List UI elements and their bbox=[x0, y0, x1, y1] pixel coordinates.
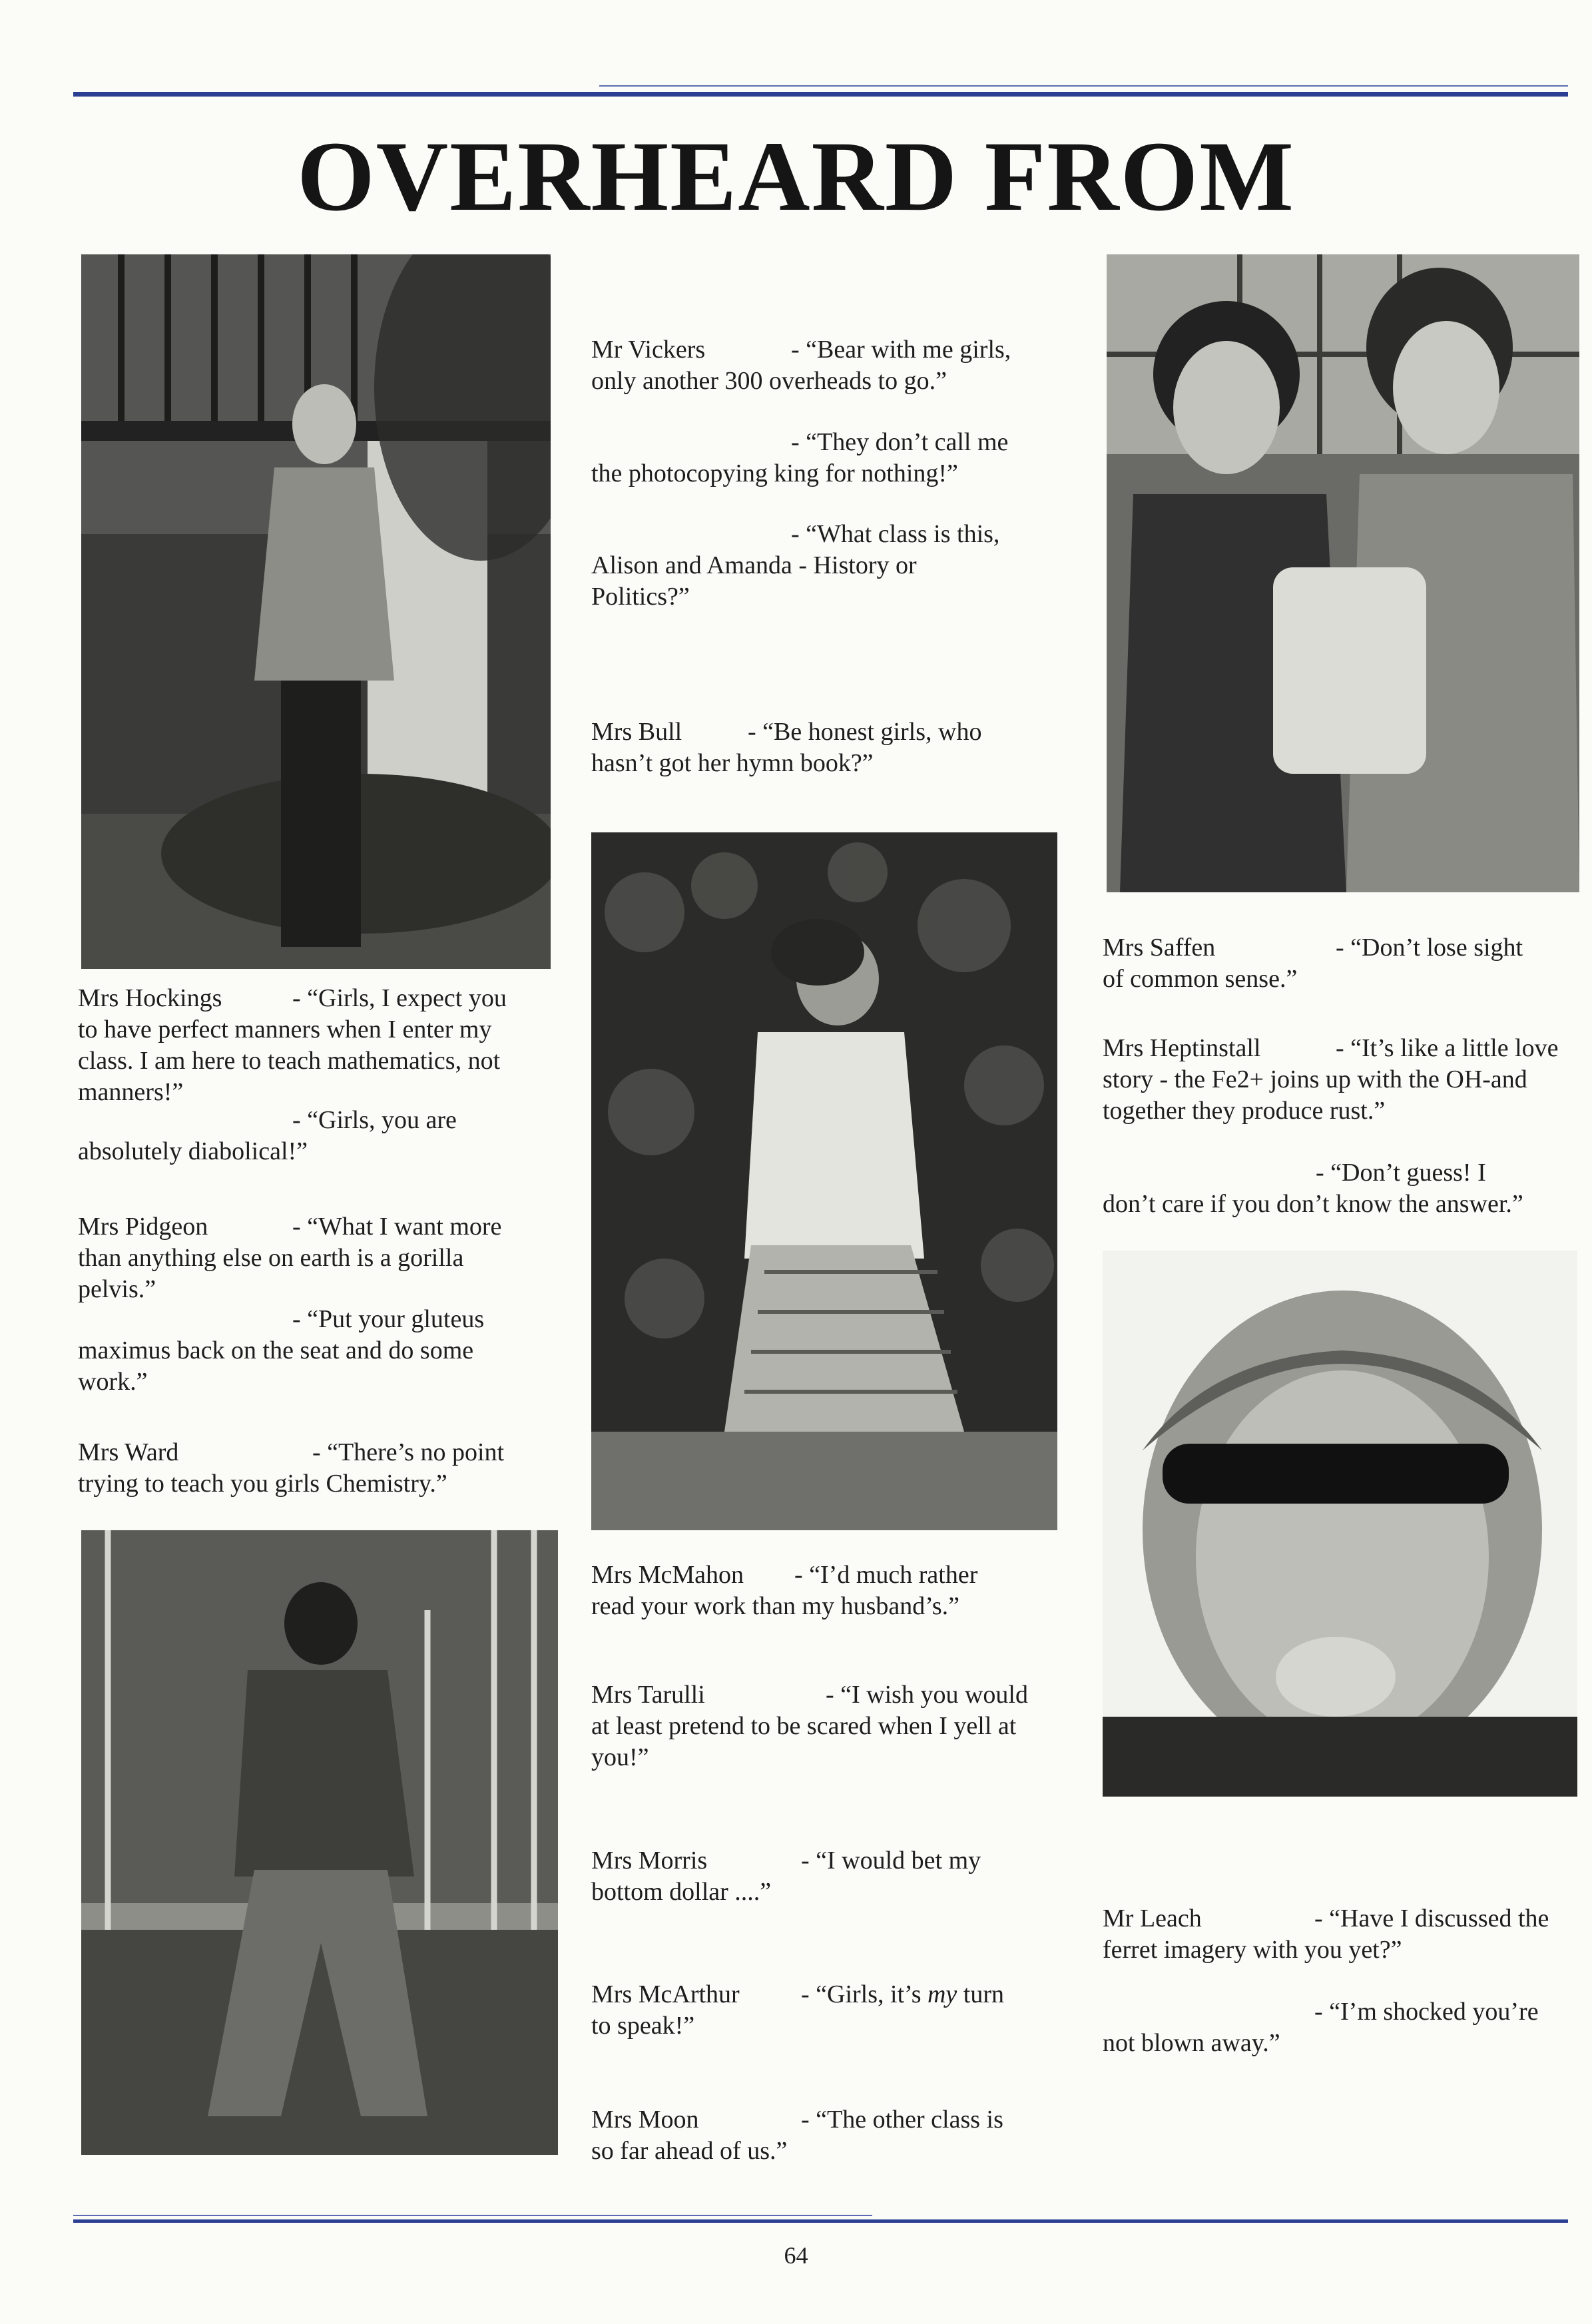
quote-text: to speak!” bbox=[591, 2012, 695, 2040]
quote-pidgeon-2 bbox=[78, 1304, 557, 1398]
quote-text: of common sense.” bbox=[1103, 965, 1298, 993]
quote-text: absolutely diabolical!” bbox=[78, 1137, 308, 1165]
photo-man-in-jacket bbox=[81, 254, 551, 969]
quote-text: - “Don’t lose sight bbox=[1336, 934, 1523, 962]
quote-text: turn bbox=[957, 1980, 1005, 2008]
bottom-rule bbox=[73, 2219, 1568, 2223]
quote-text: Alison and Amanda - History or bbox=[591, 551, 917, 579]
quote-text: - “I’d much rather bbox=[794, 1561, 978, 1589]
speaker-name: Mrs Ward bbox=[78, 1438, 179, 1466]
quote-text: the photocopying king for nothing!” bbox=[591, 459, 958, 487]
photo-person-running bbox=[81, 1530, 558, 2155]
speaker-name: Mrs Saffen bbox=[1103, 934, 1216, 962]
speaker-name: Mrs McArthur bbox=[591, 1980, 740, 2008]
quote-morris bbox=[591, 1845, 1057, 1908]
top-rule-thin bbox=[599, 85, 1568, 87]
quote-text: - “Bear with me girls, bbox=[791, 336, 1011, 364]
quote-text: - “Girls, I expect you bbox=[292, 984, 507, 1012]
speaker-name: Mr Vickers bbox=[591, 336, 706, 364]
quote-text: trying to teach you girls Chemistry.” bbox=[78, 1470, 447, 1498]
top-rule bbox=[73, 92, 1568, 97]
photo-person-sunglasses bbox=[1103, 1251, 1577, 1797]
quote-hockings-2 bbox=[78, 1105, 557, 1167]
quote-pidgeon-1 bbox=[78, 1211, 557, 1305]
speaker-name: Mrs Moon bbox=[591, 2106, 699, 2134]
speaker-name: Mrs Tarulli bbox=[591, 1681, 705, 1709]
page-number: 64 bbox=[784, 2242, 808, 2269]
photo-woman-walking bbox=[591, 832, 1057, 1530]
quote-vickers-3 bbox=[591, 519, 1057, 613]
quote-text: pelvis.” bbox=[78, 1275, 156, 1303]
quote-text: - “Put your gluteus bbox=[292, 1305, 485, 1333]
quote-leach-1 bbox=[1103, 1903, 1582, 1966]
quote-mcarthur bbox=[591, 1979, 1057, 2042]
quote-text: - “The other class is bbox=[801, 2106, 1003, 2134]
quote-text: hasn’t got her hymn book?” bbox=[591, 749, 874, 777]
speaker-name: Mrs Pidgeon bbox=[78, 1213, 208, 1241]
quote-text: - “There’s no point bbox=[312, 1438, 505, 1466]
quote-text: maximus back on the seat and do some bbox=[78, 1336, 474, 1364]
speaker-name: Mrs Bull bbox=[591, 718, 682, 746]
quote-tarulli bbox=[591, 1679, 1071, 1773]
quote-vickers-1 bbox=[591, 334, 1057, 397]
quote-text: read your work than my husband’s.” bbox=[591, 1592, 959, 1620]
quote-text: - “Be honest girls, who bbox=[748, 718, 982, 746]
quote-text: bottom dollar ....” bbox=[591, 1878, 772, 1906]
quote-text: - “It’s like a little love bbox=[1336, 1034, 1559, 1062]
quote-text: - “I’m shocked you’re bbox=[1314, 1998, 1539, 2026]
quote-emphasis: my bbox=[927, 1980, 957, 2008]
quote-heptinstall-1 bbox=[1103, 1033, 1582, 1127]
speaker-name: Mr Leach bbox=[1103, 1904, 1202, 1932]
speaker-name: Mrs Morris bbox=[591, 1847, 708, 1875]
quote-text: story - the Fe2+ joins up with the OH-and bbox=[1103, 1065, 1527, 1093]
quote-saffen bbox=[1103, 932, 1582, 995]
quote-moon bbox=[591, 2104, 1057, 2167]
quote-text: together they produce rust.” bbox=[1103, 1097, 1386, 1125]
quote-text: - “Girls, you are bbox=[292, 1106, 457, 1134]
quote-text: than anything else on earth is a gorilla bbox=[78, 1244, 464, 1272]
quote-text: work.” bbox=[78, 1368, 148, 1396]
quote-text: at least pretend to be scared when I yell at bbox=[591, 1712, 1017, 1740]
quote-bull bbox=[591, 717, 1057, 779]
quote-text: - “Girls, it’s bbox=[801, 1980, 928, 2008]
quote-mcmahon bbox=[591, 1560, 1057, 1622]
quote-text: not blown away.” bbox=[1103, 2029, 1280, 2057]
speaker-name: Mrs Hockings bbox=[78, 984, 222, 1012]
quote-text: don’t care if you don’t know the answer.” bbox=[1103, 1190, 1523, 1218]
quote-hockings-1 bbox=[78, 983, 557, 1108]
quote-text: ferret imagery with you yet?” bbox=[1103, 1936, 1402, 1964]
quote-text: manners!” bbox=[78, 1078, 184, 1106]
quote-heptinstall-2 bbox=[1103, 1157, 1582, 1220]
quote-text: - “I wish you would bbox=[826, 1681, 1028, 1709]
quote-text: only another 300 overheads to go.” bbox=[591, 367, 947, 395]
bottom-rule-thin bbox=[73, 2215, 872, 2216]
quote-text: - “Have I discussed the bbox=[1314, 1904, 1549, 1932]
quote-text: - “What class is this, bbox=[791, 520, 1000, 548]
quote-text: - “Don’t guess! I bbox=[1316, 1159, 1486, 1187]
quote-text: - “They don’t call me bbox=[791, 428, 1009, 456]
quote-text: class. I am here to teach mathematics, not bbox=[78, 1047, 501, 1075]
page-title: OVERHEARD FROM bbox=[297, 121, 1295, 232]
quote-text: Politics?” bbox=[591, 583, 690, 611]
speaker-name: Mrs McMahon bbox=[591, 1561, 744, 1589]
quote-leach-2 bbox=[1103, 1996, 1582, 2059]
speaker-name: Mrs Heptinstall bbox=[1103, 1034, 1261, 1062]
quote-ward bbox=[78, 1437, 557, 1500]
quote-text: - “What I want more bbox=[292, 1213, 502, 1241]
photo-two-women-seated bbox=[1107, 254, 1579, 892]
quote-text: you!” bbox=[591, 1743, 649, 1771]
quote-text: - “I would bet my bbox=[801, 1847, 981, 1875]
quote-text: to have perfect manners when I enter my bbox=[78, 1016, 492, 1043]
quote-vickers-2 bbox=[591, 427, 1057, 489]
quote-text: so far ahead of us.” bbox=[591, 2137, 788, 2165]
